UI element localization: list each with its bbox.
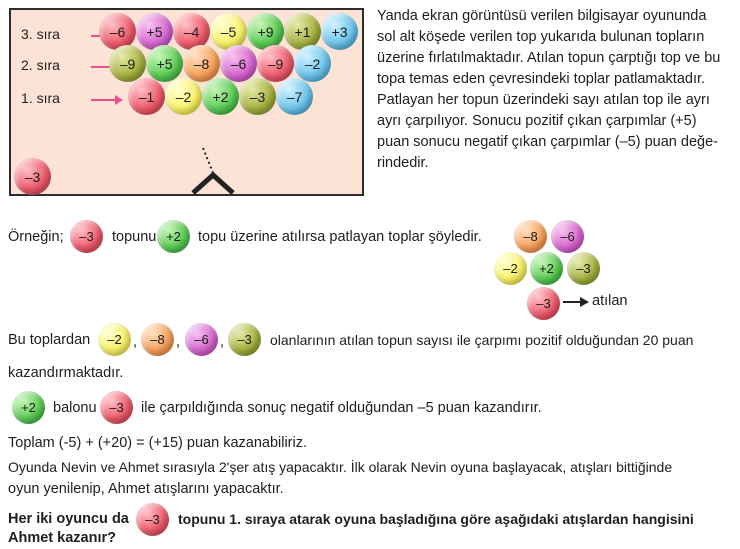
row-label-3: 3. sıra bbox=[21, 26, 60, 42]
game-screen bbox=[9, 8, 364, 196]
game-ball: +5 bbox=[136, 13, 173, 50]
game-ball: –3 bbox=[239, 78, 276, 115]
explain1-ball: –6 bbox=[185, 323, 218, 356]
example-ball-thrown: –3 bbox=[70, 220, 103, 253]
cluster-ball: –8 bbox=[514, 220, 547, 253]
shooter-ball: –3 bbox=[14, 158, 51, 195]
explain1-ball: –2 bbox=[98, 323, 131, 356]
intro-line: puan sonucu negatif çıkan çarpımlar (–5) puan değe- bbox=[377, 134, 718, 150]
intro-line: sol alt köşede verilen top yukarıda bulunan topların bbox=[377, 29, 705, 45]
intro-line: Patlayan her topun üzerindeki sayı atılan top ile ayrı bbox=[377, 92, 710, 108]
explain2-ball-b: –3 bbox=[100, 391, 133, 424]
explain1-ball: –8 bbox=[141, 323, 174, 356]
explain1-ball: –3 bbox=[228, 323, 261, 356]
cluster-ball: +2 bbox=[530, 252, 563, 285]
game-ball: +2 bbox=[202, 78, 239, 115]
explain1-line2: kazandırmaktadır. bbox=[8, 365, 124, 381]
intro-line: topa temas eden çevresindeki toplar patlamaktadır. bbox=[377, 71, 706, 87]
intro-paragraph bbox=[377, 6, 729, 174]
game-ball: –8 bbox=[183, 45, 220, 82]
game-ball: +9 bbox=[247, 13, 284, 50]
example-middle: topunu bbox=[112, 229, 157, 245]
comma: , bbox=[176, 334, 181, 350]
cluster-ball: –3 bbox=[567, 252, 600, 285]
question-suffix: topunu 1. sıraya atarak oyuna başladığına göre aşağıdaki atışlardan hangisini bbox=[178, 511, 694, 527]
example-prefix: Örneğin; bbox=[8, 229, 64, 245]
intro-line: Yanda ekran görüntüsü verilen bilgisayar oyununda bbox=[377, 8, 707, 24]
game-ball: –2 bbox=[165, 78, 202, 115]
game-ball: –4 bbox=[173, 13, 210, 50]
intro-line: ayrı çarpılıyor. Sonucu pozitif çıkan çarpımlar (+5) bbox=[377, 113, 697, 129]
cluster-ball: –6 bbox=[551, 220, 584, 253]
game-ball: –2 bbox=[294, 45, 331, 82]
game-ball: +1 bbox=[284, 13, 321, 50]
row-label-1: 1. sıra bbox=[21, 90, 60, 106]
explain1-prefix: Bu toplardan bbox=[8, 332, 91, 348]
game-ball: –9 bbox=[257, 45, 294, 82]
intro-line: rindedir. bbox=[377, 155, 429, 171]
row-label-2: 2. sıra bbox=[21, 57, 60, 73]
cluster-ball: –2 bbox=[494, 252, 527, 285]
game-ball: –9 bbox=[109, 45, 146, 82]
question-line2: Ahmet kazanır? bbox=[8, 530, 116, 546]
question-prefix: Her iki oyuncu da bbox=[8, 511, 129, 527]
explain2-suffix: ile çarpıldığında sonuç negatif olduğundan –5 puan kazandırır. bbox=[141, 400, 542, 416]
explain2-middle: balonu bbox=[53, 400, 97, 416]
game-ball: +3 bbox=[321, 13, 358, 50]
game-ball: +5 bbox=[146, 45, 183, 82]
row-arrow-1 bbox=[91, 99, 121, 101]
question-ball: –3 bbox=[136, 503, 169, 536]
comma: , bbox=[220, 334, 225, 350]
game-ball: –6 bbox=[99, 13, 136, 50]
arrow-right-icon bbox=[563, 296, 589, 308]
rule-line: oyun yenilenip, Ahmet atışlarını yapacaktır. bbox=[8, 481, 284, 497]
thrown-label: atılan bbox=[592, 293, 628, 309]
comma: , bbox=[133, 334, 138, 350]
cluster-ball: –3 bbox=[527, 287, 560, 320]
game-ball: –5 bbox=[210, 13, 247, 50]
explain2-ball-a: +2 bbox=[12, 391, 45, 424]
game-ball: –6 bbox=[220, 45, 257, 82]
example-suffix: topu üzerine atılırsa patlayan toplar şöyledir. bbox=[198, 229, 482, 245]
game-ball: –1 bbox=[128, 78, 165, 115]
launcher-icon bbox=[189, 145, 239, 197]
rule-line: Oyunda Nevin ve Ahmet sırasıyla 2'şer atış yapacaktır. İlk olarak Nevin oyuna başlayacak, atışları bittiğinde bbox=[8, 459, 673, 475]
example-ball-target: +2 bbox=[157, 220, 190, 253]
game-ball: –7 bbox=[276, 78, 313, 115]
explain1-suffix: olanlarının atılan topun sayısı ile çarpımı pozitif olduğundan 20 puan bbox=[270, 332, 694, 348]
total-line: Toplam (-5) + (+20) = (+15) puan kazanabiliriz. bbox=[8, 435, 308, 451]
intro-line: üzerine fırlatılmaktadır. Atılan topun çarptığı top ve bu bbox=[377, 50, 721, 66]
